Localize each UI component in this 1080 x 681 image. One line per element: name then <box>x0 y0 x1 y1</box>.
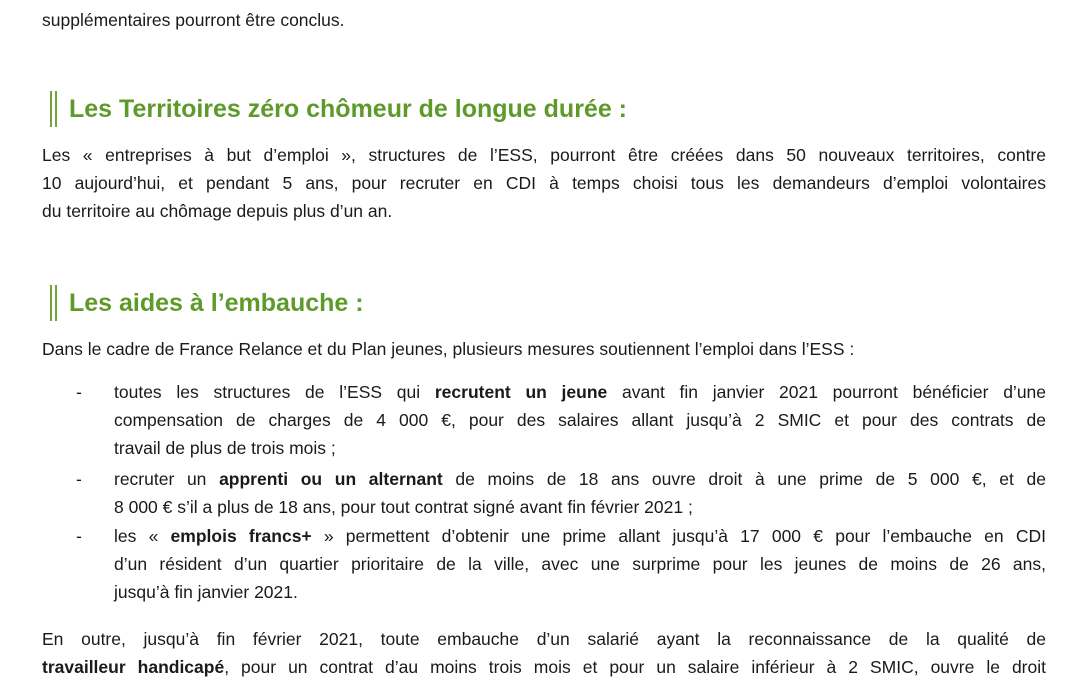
bullet-3-line-3: jusqu’à fin janvier 2021. <box>114 582 298 602</box>
outro-line-1: En outre, jusqu’à fin février 2021, toute embauche d’un salarié ayant la reconnaissance de la qualité de <box>42 629 1046 649</box>
bullet-1-line-1: toutes les structures de l’ESS qui recrutent un jeune avant fin janvier 2021 pourront bénéficier d’une <box>114 382 1047 402</box>
section-heading-aides <box>50 283 364 323</box>
outro-paragraph <box>42 625 1046 681</box>
bullet-3-line-2: d’un résident d’un quartier prioritaire de la ville, avec une surprime pour les jeunes de moins de 26 ans, <box>114 554 1046 574</box>
outro-line-2: travailleur handicapé, pour un contrat d’au moins trois mois et pour un salaire inférieur à 2 SMIC, ouvre le droit <box>42 657 1046 677</box>
bullet-text-3 <box>114 522 1046 606</box>
heading-text-tzc: Les Territoires zéro chômeur de longue durée : <box>69 94 627 123</box>
tzc-line-3: du territoire au chômage depuis plus d’un an. <box>42 201 393 221</box>
bullet-dash: - <box>76 382 82 402</box>
bullet-1-line-3: travail de plus de trois mois ; <box>114 438 336 458</box>
bullet-1-line-2: compensation de charges de 4 000 €, pour des salaires allant jusqu’à 2 SMIC et pour des contrats de <box>114 410 1046 430</box>
top-fragment-paragraph <box>42 6 1046 34</box>
bullet-2-line-1: recruter un apprenti ou un alternant de moins de 18 ans ouvre droit à une prime de 5 000 €, et de <box>114 469 1046 489</box>
aides-intro-paragraph <box>42 335 1046 363</box>
bullet-3-line-1: les « emplois francs+ » permettent d’obtenir une prime allant jusqu’à 17 000 € pour l’embauche en CDI <box>114 526 1046 546</box>
bullet-dash: - <box>76 526 82 546</box>
heading-bar-icon <box>50 91 57 127</box>
section-heading-tzc <box>50 89 627 129</box>
top-fragment-line: supplémentaires pourront être conclus. <box>42 10 345 30</box>
bullet-2-line-2: 8 000 € s’il a plus de 18 ans, pour tout contrat signé avant fin février 2021 ; <box>114 497 693 517</box>
bullet-dash: - <box>76 469 82 489</box>
heading-bar-icon <box>50 285 57 321</box>
tzc-paragraph <box>42 141 1046 225</box>
tzc-line-2: 10 aujourd’hui, et pendant 5 ans, pour recruter en CDI à temps choisi tous les demandeurs d’emploi volontaires <box>42 173 1046 193</box>
bullet-text-1 <box>114 378 1046 462</box>
tzc-line-1: Les « entreprises à but d’emploi », structures de l’ESS, pourront être créées dans 50 nouveaux territoires, contre <box>42 145 1046 165</box>
bullet-text-2 <box>114 465 1046 521</box>
aides-intro-line: Dans le cadre de France Relance et du Plan jeunes, plusieurs mesures soutiennent l’emploi dans l’ESS : <box>42 339 855 359</box>
heading-text-aides: Les aides à l’embauche : <box>69 288 364 317</box>
